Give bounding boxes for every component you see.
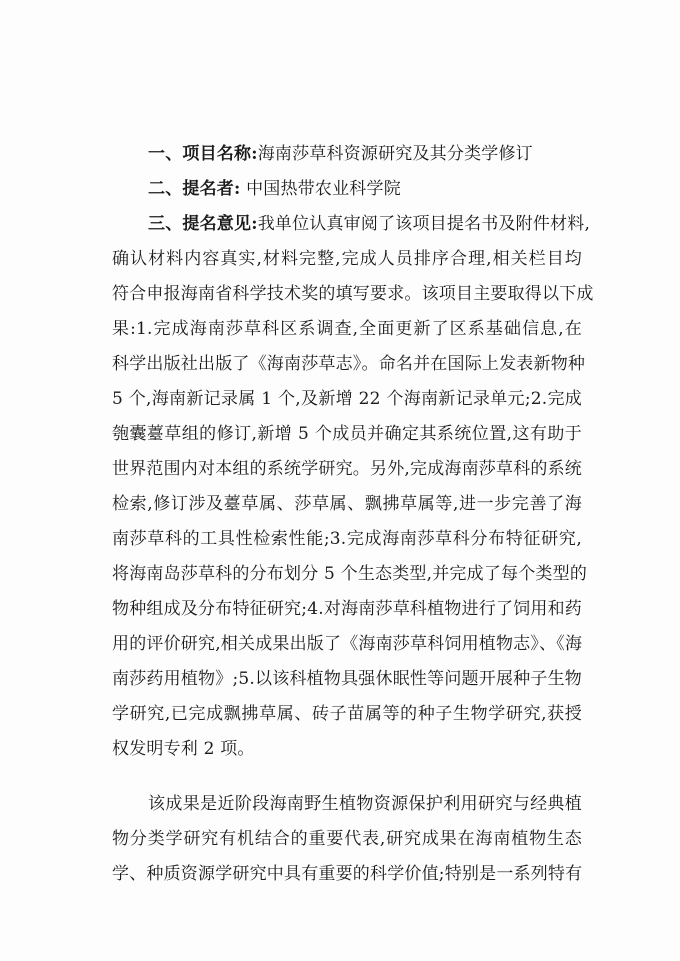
opinion-line bbox=[148, 214, 591, 234]
paragraph2-line: 学、种质资源学研究中具有重要的科学价值;特别是一系列特有 bbox=[112, 864, 583, 884]
paragraph2-first-line: 该成果是近阶段海南野生植物资源保护利用研究与经典植 bbox=[148, 794, 582, 814]
opinion-text-line: 南莎草科的工具性检索性能;3.完成海南莎草科分布特征研究, bbox=[112, 529, 582, 549]
opinion-text-line: 物种组成及分布特征研究;4.对海南莎草科植物进行了饲用和药 bbox=[112, 599, 582, 619]
opinion-text-line: 用的评价研究,相关成果出版了《海南莎草科饲用植物志》、《海 bbox=[112, 634, 583, 654]
opinion-text-line: 科学出版社出版了《海南莎草志》。命名并在国际上发表新物种 bbox=[112, 354, 586, 374]
opinion-text-line: 检索,修订涉及薹草属、莎草属、飘拂草属等,进一步完善了海 bbox=[112, 494, 582, 514]
opinion-text-line: 学研究,已完成飘拂草属、砖子苗属等的种子生物学研究,获授 bbox=[112, 704, 582, 724]
nominator-value: 中国热带农业科学院 bbox=[240, 179, 401, 199]
opinion-text-line: 符合申报海南省科学技术奖的填写要求。该项目主要取得以下成 bbox=[112, 284, 594, 304]
opinion-text-line: 果:1.完成海南莎草科区系调查,全面更新了区系基础信息,在 bbox=[112, 319, 582, 339]
nominator-line bbox=[148, 179, 401, 199]
project-name-label: 一、项目名称: bbox=[148, 144, 258, 164]
opinion-first-line: 我单位认真审阅了该项目提名书及附件材料, bbox=[257, 214, 591, 234]
project-name-line bbox=[148, 144, 533, 164]
opinion-text-line: 世界范围内对本组的系统学研究。另外,完成海南莎草科的系统 bbox=[112, 459, 583, 479]
opinion-text-line: 5 个,海南新记录属 1 个,及新增 22 个海南新记录单元;2.完成 bbox=[112, 389, 582, 409]
opinion-text-line: 确认材料内容真实,材料完整,完成人员排序合理,相关栏目均 bbox=[112, 249, 582, 269]
opinion-label: 三、提名意见: bbox=[148, 214, 258, 234]
opinion-text-line: 南莎药用植物》;5.以该科植物具强休眠性等问题开展种子生物 bbox=[112, 669, 582, 689]
opinion-text-line: 匏囊薹草组的修订,新增 5 个成员并确定其系统位置,这有助于 bbox=[112, 424, 582, 444]
opinion-text-line: 权发明专利 2 项。 bbox=[112, 739, 255, 759]
project-name-value: 海南莎草科资源研究及其分类学修订 bbox=[257, 144, 533, 164]
paragraph2-line: 物分类学研究有机结合的重要代表,研究成果在海南植物生态 bbox=[112, 829, 582, 849]
nominator-label: 二、提名者: bbox=[148, 179, 241, 199]
opinion-text-line: 将海南岛莎草科的分布划分 5 个生态类型,并完成了每个类型的 bbox=[112, 564, 588, 584]
